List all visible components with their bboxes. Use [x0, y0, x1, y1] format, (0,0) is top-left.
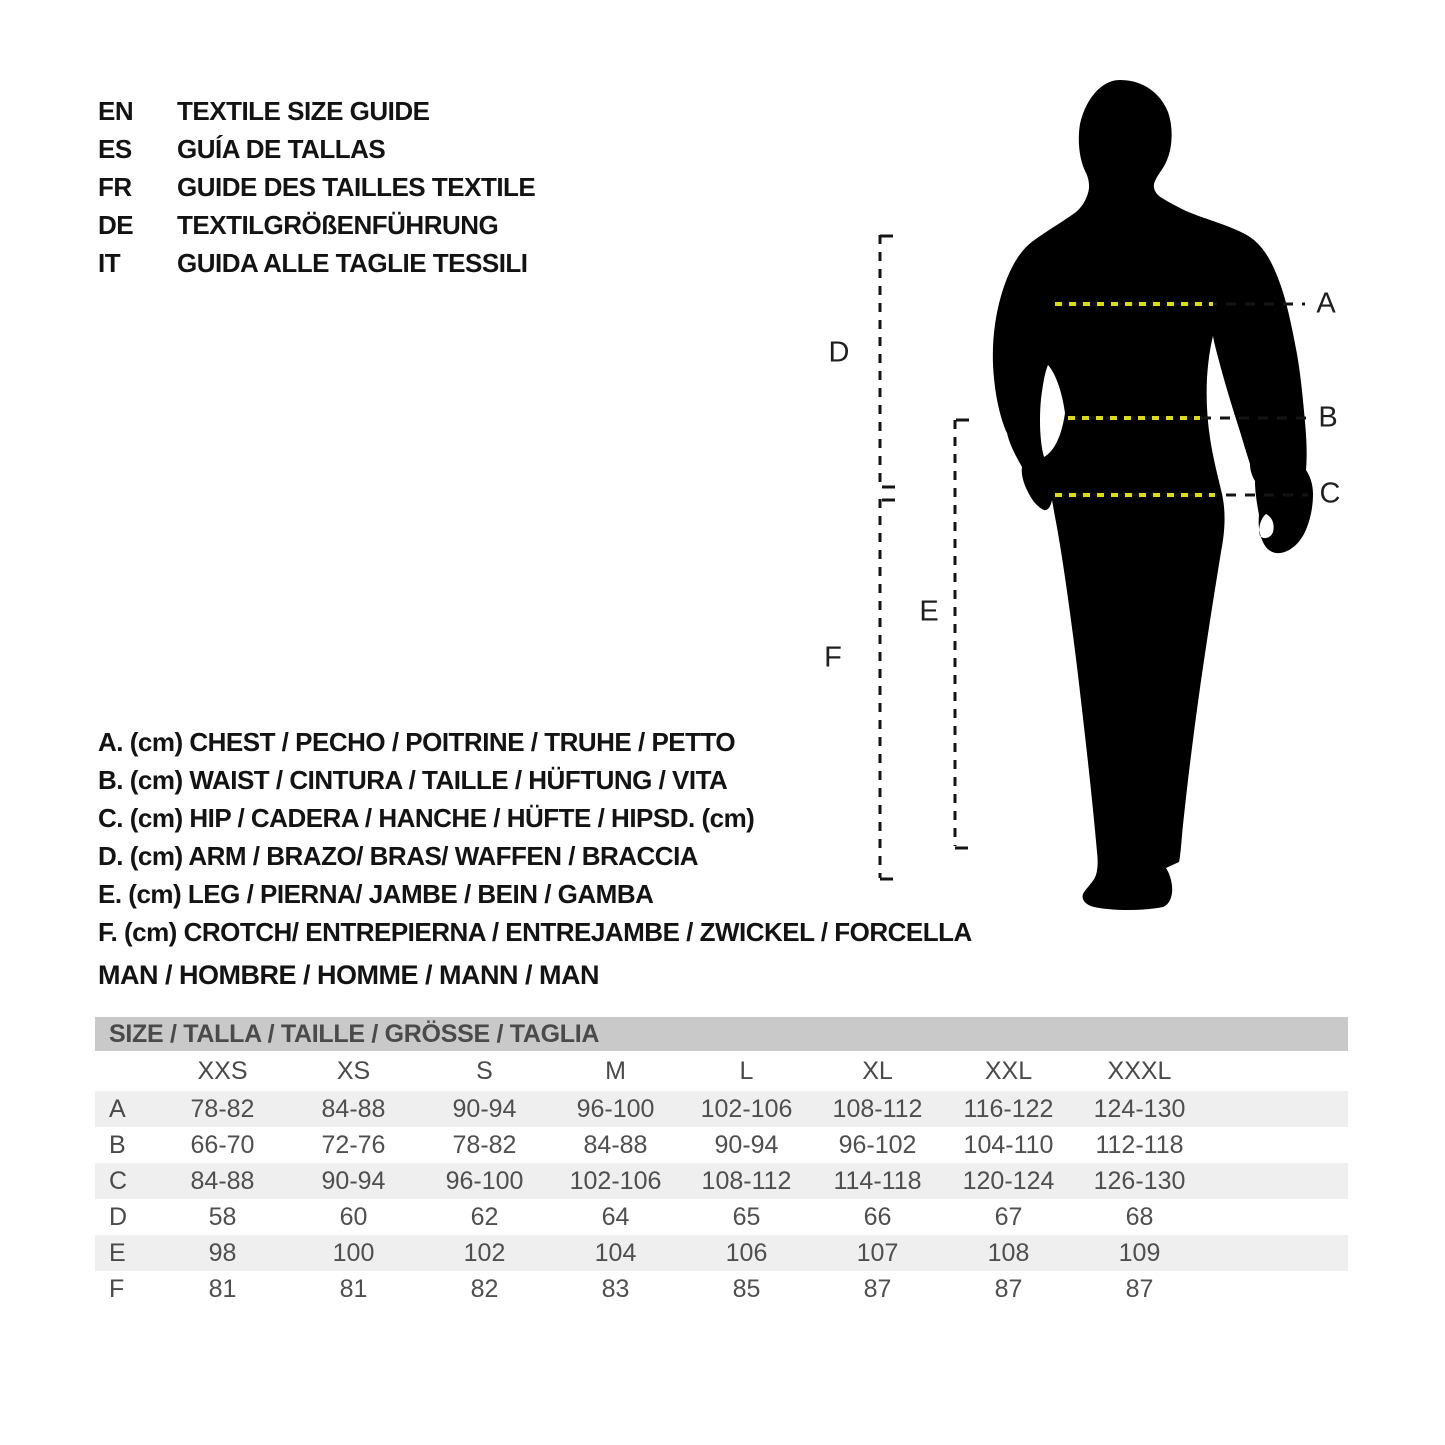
table-row-b — [95, 1127, 1348, 1163]
hip-legend: C. (cm) HIP / CADERA / HANCHE / HÜFTE / HIPSD. (cm) — [98, 803, 755, 833]
language-row-fr — [98, 172, 535, 210]
cell: 108-112 — [832, 1094, 923, 1123]
cell: 90-94 — [321, 1166, 386, 1195]
waist-label: B — [1318, 401, 1338, 434]
cell: 64 — [601, 1202, 630, 1231]
cell: 90-94 — [452, 1094, 517, 1123]
cell: 62 — [470, 1202, 499, 1231]
chest-legend: A. (cm) CHEST / PECHO / POITRINE / TRUHE / PETTO — [98, 727, 736, 757]
cell: 100 — [332, 1238, 375, 1267]
language-code: ES — [98, 134, 132, 164]
table-row-e — [95, 1235, 1348, 1271]
col-header-xl: XL — [862, 1056, 893, 1085]
cell: 83 — [601, 1274, 630, 1303]
cell: 102-106 — [569, 1166, 662, 1195]
language-title-list — [98, 96, 535, 286]
leg-label: E — [919, 595, 939, 628]
cell: 87 — [863, 1274, 892, 1303]
cell: 114-118 — [833, 1166, 922, 1195]
cell: 106 — [725, 1238, 768, 1267]
cell: 98 — [208, 1238, 237, 1267]
leg-legend: E. (cm) LEG / PIERNA/ JAMBE / BEIN / GAMBA — [98, 879, 654, 909]
language-row-es — [98, 134, 535, 172]
cell: 82 — [470, 1274, 499, 1303]
col-header-xs: XS — [336, 1056, 371, 1085]
language-row-en — [98, 96, 535, 134]
cell: 66-70 — [190, 1130, 255, 1159]
size-table — [95, 1017, 1348, 1307]
cell: 107 — [856, 1238, 899, 1267]
cell: 112-118 — [1095, 1130, 1184, 1159]
cell: 67 — [994, 1202, 1023, 1231]
language-code: DE — [98, 210, 134, 240]
cell: 81 — [339, 1274, 368, 1303]
cell: 116-122 — [963, 1094, 1054, 1123]
row-label: D — [109, 1202, 128, 1231]
cell: 120-124 — [962, 1166, 1055, 1195]
cell: 68 — [1125, 1202, 1154, 1231]
category-heading: MAN / HOMBRE / HOMME / MANN / MAN — [98, 960, 599, 990]
cell: 84-88 — [190, 1166, 255, 1195]
table-row-a — [95, 1091, 1348, 1127]
crotch-legend: F. (cm) CROTCH/ ENTREPIERNA / ENTREJAMBE / ZWICKEL / FORCELLA — [98, 917, 972, 947]
col-header-m: M — [605, 1056, 626, 1085]
language-code: FR — [98, 172, 132, 202]
cell: 78-82 — [452, 1130, 517, 1159]
cell: 108-112 — [701, 1166, 792, 1195]
cell: 96-100 — [445, 1166, 524, 1195]
cell: 60 — [339, 1202, 368, 1231]
cell: 81 — [208, 1274, 237, 1303]
cell: 102 — [463, 1238, 506, 1267]
language-row-it — [98, 248, 535, 286]
hip-label: C — [1319, 477, 1341, 510]
cell: 108 — [987, 1238, 1030, 1267]
row-label: C — [109, 1166, 128, 1195]
cell: 85 — [732, 1274, 761, 1303]
col-header-xxs: XXS — [197, 1056, 248, 1085]
crotch-label: F — [824, 641, 842, 674]
col-header-s: S — [476, 1056, 493, 1085]
cell: 104 — [594, 1238, 637, 1267]
row-label: E — [109, 1238, 126, 1267]
chest-label: A — [1316, 287, 1336, 320]
language-code: IT — [98, 248, 121, 278]
guide-title-fr: GUIDE DES TAILLES TEXTILE — [177, 172, 536, 202]
cell: 102-106 — [700, 1094, 793, 1123]
language-row-de — [98, 210, 535, 248]
cell: 124-130 — [1093, 1094, 1186, 1123]
col-header-xxxl: XXXL — [1107, 1056, 1172, 1085]
col-header-l: L — [739, 1056, 754, 1085]
cell: 90-94 — [714, 1130, 779, 1159]
cell: 87 — [994, 1274, 1023, 1303]
row-label: B — [109, 1130, 126, 1159]
table-row-f — [95, 1271, 1348, 1307]
waist-legend: B. (cm) WAIST / CINTURA / TAILLE / HÜFTUNG / VITA — [98, 765, 728, 795]
cell: 96-102 — [838, 1130, 917, 1159]
size-table-header-row — [95, 1051, 1348, 1091]
guide-title-de: TEXTILGRÖßENFÜHRUNG — [177, 210, 499, 240]
table-row-c — [95, 1163, 1348, 1199]
cell: 84-88 — [583, 1130, 648, 1159]
cell: 58 — [208, 1202, 237, 1231]
guide-title-en: TEXTILE SIZE GUIDE — [177, 96, 430, 126]
table-row-d — [95, 1199, 1348, 1235]
size-table-titlebar — [95, 1017, 1348, 1051]
cell: 72-76 — [321, 1130, 386, 1159]
cell: 66 — [863, 1202, 892, 1231]
cell: 126-130 — [1093, 1166, 1186, 1195]
guide-title-it: GUIDA ALLE TAGLIE TESSILI — [177, 248, 528, 278]
cell: 96-100 — [576, 1094, 655, 1123]
cell: 78-82 — [190, 1094, 255, 1123]
row-label: A — [109, 1094, 126, 1123]
col-header-xxl: XXL — [984, 1056, 1033, 1085]
cell: 84-88 — [321, 1094, 386, 1123]
language-code: EN — [98, 96, 134, 126]
arm-legend: D. (cm) ARM / BRAZO/ BRAS/ WAFFEN / BRACCIA — [98, 841, 699, 871]
cell: 109 — [1118, 1238, 1161, 1267]
arm-label: D — [828, 336, 850, 369]
measurement-legend — [98, 727, 972, 955]
row-label: F — [109, 1274, 125, 1303]
cell: 65 — [732, 1202, 761, 1231]
cell: 87 — [1125, 1274, 1154, 1303]
cell: 104-110 — [963, 1130, 1054, 1159]
size-table-title: SIZE / TALLA / TAILLE / GRÖSSE / TAGLIA — [109, 1019, 600, 1048]
guide-title-es: GUÍA DE TALLAS — [177, 134, 386, 164]
